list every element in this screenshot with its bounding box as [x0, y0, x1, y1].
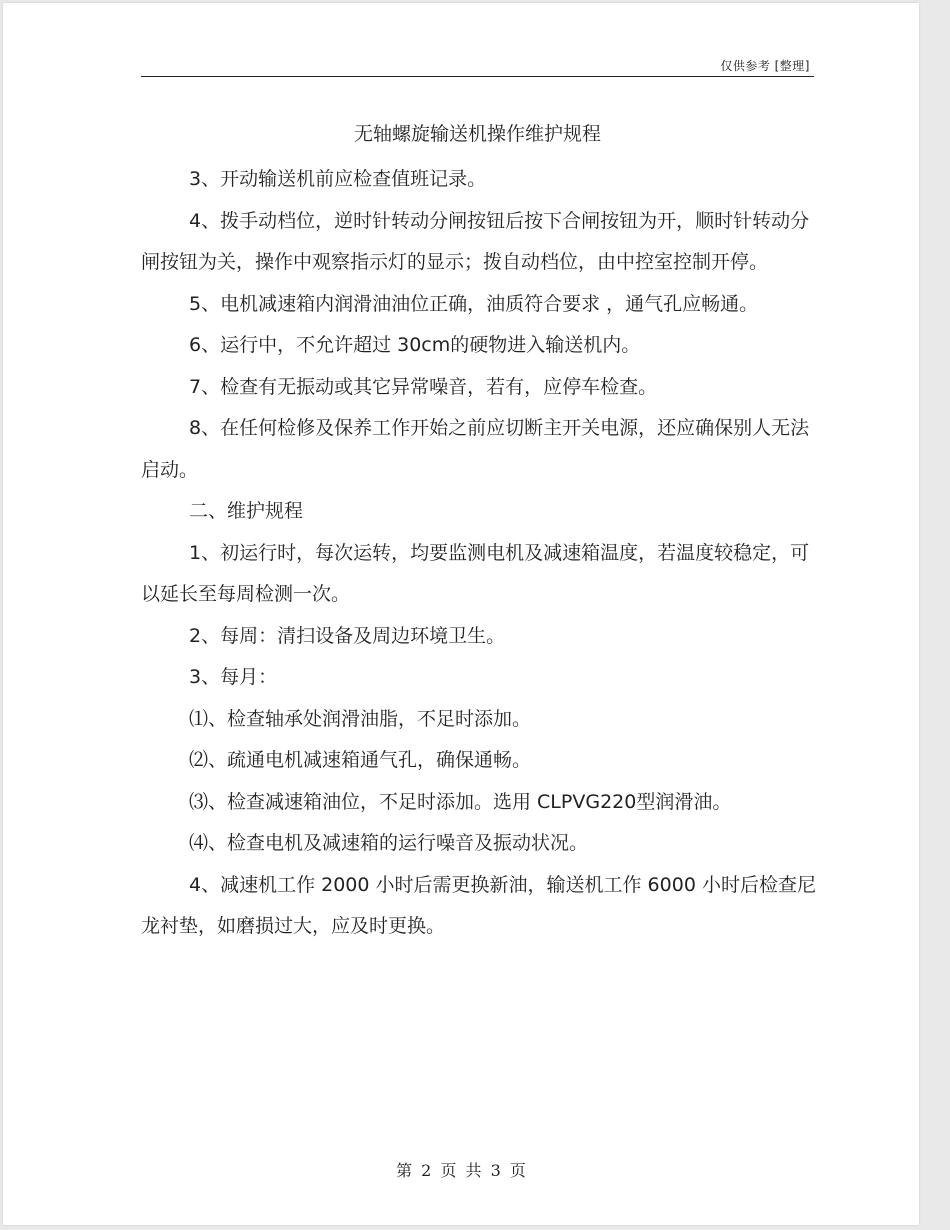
paragraph: ⑶、检查减速箱油位，不足时添加。选用 CLPVG220型润滑油。 — [189, 790, 732, 813]
paragraph: ⑵、疏通电机减速箱通气孔，确保通畅。 — [189, 749, 532, 771]
document-title: 无轴螺旋输送机操作维护规程 — [353, 123, 601, 145]
header-rule — [141, 76, 814, 77]
header-note: 仅供参考 [整理] — [720, 59, 810, 73]
paragraph: 4、减速机工作 2000 小时后需更换新油，输送机工作 6000 小时后检查尼龙衬垫，如磨损过大，应及时更换。 — [141, 873, 816, 937]
paragraph: 2、每周：清扫设备及周边环境卫生。 — [189, 624, 506, 647]
paragraph: 4、拨手动档位，逆时针转动分闸按钮后按下合闸按钮为开，顺时针转动分闸按钮为关，操作中观察指示灯的显示；拨自动档位，由中控室控制开停。 — [141, 209, 810, 273]
paragraph: 3、每月： — [189, 666, 278, 688]
paragraph: 3、开动输送机前应检查值班记录。 — [189, 168, 487, 190]
document-body — [141, 159, 821, 948]
paragraph: ⑴、检查轴承处润滑油脂，不足时添加。 — [189, 707, 532, 730]
document-page — [3, 3, 919, 1225]
paragraph: 1、初运行时，每次运转，均要监测电机及减速箱温度，若温度较稳定，可以延长至每周检测一次。 — [141, 541, 810, 605]
paragraph: ⑷、检查电机及减速箱的运行噪音及振动状况。 — [189, 832, 589, 854]
paragraph: 5、电机减速箱内润滑油油位正确，油质符合要求 ，通气孔应畅通。 — [189, 292, 759, 315]
paragraph: 8、在任何检修及保养工作开始之前应切断主开关电源，还应确保别人无法启动。 — [141, 417, 810, 481]
paragraph: 7、检查有无振动或其它异常噪音，若有，应停车检查。 — [189, 375, 658, 398]
paragraph: 6、运行中，不允许超过 30cm的硬物进入输送机内。 — [189, 334, 641, 356]
page-number: 第 2 页 共 3 页 — [396, 1161, 526, 1180]
section-heading: 二、维护规程 — [189, 500, 304, 522]
